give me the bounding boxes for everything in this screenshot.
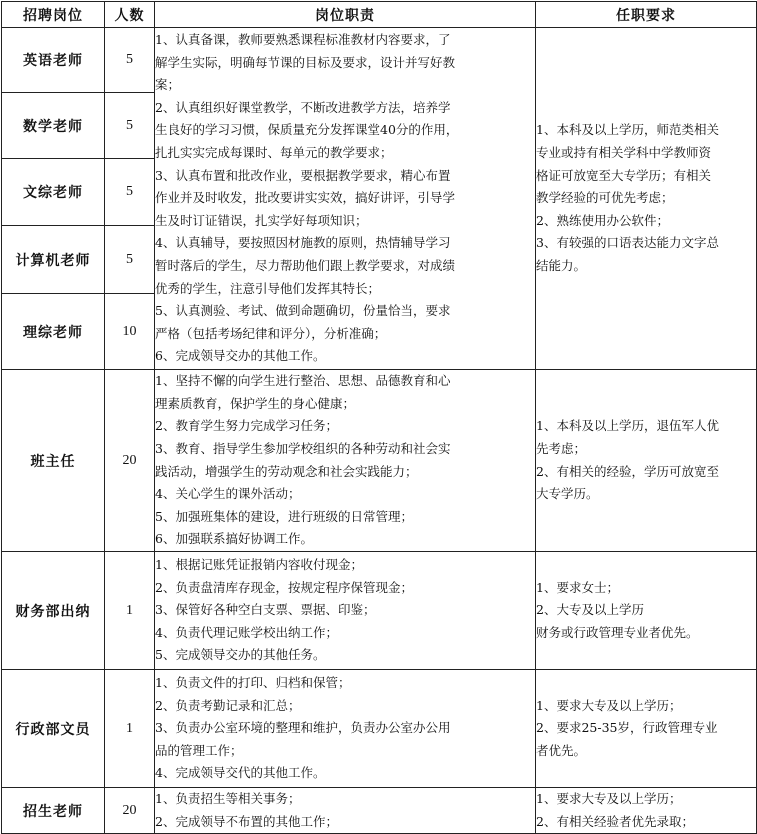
duties-cell <box>155 670 536 788</box>
text-line: 作业并及时收发，批改要讲实实效，搞好讲评，引导学 <box>155 190 456 206</box>
text-line: 2、有相关的经验，学历可放宽至 <box>536 463 719 479</box>
position-cell: 英语老师 <box>2 28 105 93</box>
text-line: 3、教育、指导学生参加学校组织的各种劳动和社会实 <box>155 440 451 456</box>
text-line: 1、要求大专及以上学历； <box>536 697 682 713</box>
text-line: 1、本科及以上学历，退伍军人优 <box>536 418 719 434</box>
text-line: 2、教育学生努力完成学习任务； <box>155 418 338 434</box>
text-line: 2、要求25-35岁，行政管理专业 <box>536 720 718 736</box>
table-row <box>2 370 757 552</box>
text-line: 生良好的学习习惯，保质量充分发挥课堂40分的作用， <box>155 122 459 138</box>
count-cell: 20 <box>105 788 155 834</box>
text-line: 财务或行政管理专业者优先。 <box>536 624 699 640</box>
duties-cell <box>155 370 536 552</box>
table-row <box>2 670 757 788</box>
header-position: 招聘岗位 <box>2 2 105 28</box>
text-line: 3、有较强的口语表达能力文字总 <box>536 235 719 251</box>
text-line: 先考虑； <box>536 440 587 456</box>
requirements-cell <box>536 670 757 788</box>
table-row <box>2 28 757 93</box>
text-line: 4、认真辅导，要按照因材施教的原则，热情辅导学习 <box>155 235 451 251</box>
duties-cell <box>155 552 536 670</box>
position-cell: 财务部出纳 <box>2 552 105 670</box>
text-line: 5、认真测验、考试、做到命题确切，份量恰当，要求 <box>155 303 451 319</box>
text-line: 生及时订证错误，扎实学好每项知识； <box>155 212 368 228</box>
text-line: 4、负责代理记账学校出纳工作； <box>155 624 338 640</box>
position-cell: 文综老师 <box>2 159 105 226</box>
duties-cell <box>155 788 536 834</box>
text-line: 2、认真组织好课堂教学，不断改进教学方法，培养学 <box>155 99 451 115</box>
text-line: 解学生实际，明确每节课的目标及要求，设计并写好教 <box>155 54 456 70</box>
text-line: 者优先。 <box>536 742 587 758</box>
text-line: 6、加强联系搞好协调工作。 <box>155 531 313 547</box>
header-duties: 岗位职责 <box>155 2 536 28</box>
text-line: 品的管理工作； <box>155 742 243 758</box>
text-line: 案； <box>155 77 181 93</box>
text-line: 1、认真备课，教师要熟悉课程标准教材内容要求，了 <box>155 32 451 48</box>
requirements-cell <box>536 28 757 370</box>
count-cell: 1 <box>105 552 155 670</box>
count-cell: 10 <box>105 294 155 370</box>
count-cell: 5 <box>105 93 155 159</box>
text-line: 1、负责文件的打印、归档和保管； <box>155 675 351 691</box>
text-line: 6、完成领导交办的其他工作。 <box>155 348 326 364</box>
position-cell: 招生老师 <box>2 788 105 834</box>
text-line: 1、根据记账凭证报销内容收付现金； <box>155 557 363 573</box>
text-line: 2、完成领导不布置的其他工作； <box>155 813 338 829</box>
text-line: 3、保管好各种空白支票、票据、印鉴； <box>155 602 376 618</box>
header-requirements: 任职要求 <box>536 2 757 28</box>
count-cell: 5 <box>105 28 155 93</box>
text-line: 优秀的学生，注意引导他们发挥其特长； <box>155 280 381 296</box>
position-cell: 行政部文员 <box>2 670 105 788</box>
text-line: 4、关心学生的课外活动； <box>155 486 301 502</box>
text-line: 2、熟练使用办公软件； <box>536 212 669 228</box>
text-line: 1、要求大专及以上学历； <box>536 791 682 806</box>
position-cell: 数学老师 <box>2 93 105 159</box>
text-line: 4、完成领导交代的其他工作。 <box>155 765 326 781</box>
text-line: 5、完成领导交办的其他任务。 <box>155 647 326 663</box>
requirements-cell <box>536 370 757 552</box>
table-row <box>2 788 757 834</box>
text-line: 3、认真布置和批改作业，要根据教学要求，精心布置 <box>155 167 451 183</box>
position-cell: 理综老师 <box>2 294 105 370</box>
requirements-cell <box>536 788 757 834</box>
text-line: 2、负责考勤记录和汇总； <box>155 697 301 713</box>
text-line: 扎扎实实完成每课时、每单元的教学要求； <box>155 145 393 161</box>
position-cell: 班主任 <box>2 370 105 552</box>
text-line: 结能力。 <box>536 257 587 273</box>
text-line: 严格（包括考场纪律和评分），分析准确； <box>155 325 387 341</box>
table-row <box>2 552 757 670</box>
recruitment-table <box>1 1 757 834</box>
text-line: 2、有相关经验者优先录取； <box>536 813 694 829</box>
text-line: 2、大专及以上学历 <box>536 602 644 618</box>
position-cell: 计算机老师 <box>2 226 105 294</box>
text-line: 3、负责办公室环境的整理和维护，负责办公室办公用 <box>155 720 451 736</box>
text-line: 1、负责招生等相关事务； <box>155 791 301 806</box>
header-count: 人数 <box>105 2 155 28</box>
count-cell: 1 <box>105 670 155 788</box>
text-line: 1、本科及以上学历，师范类相关 <box>536 122 719 138</box>
text-line: 理素质教育，保护学生的身心健康； <box>155 395 356 411</box>
count-cell: 20 <box>105 370 155 552</box>
text-line: 1、坚持不懈的向学生进行整治、思想、品德教育和心 <box>155 373 451 389</box>
text-line: 大专学历。 <box>536 486 599 502</box>
text-line: 教学经验的可优先考虑； <box>536 190 674 206</box>
count-cell: 5 <box>105 226 155 294</box>
requirements-cell <box>536 552 757 670</box>
text-line: 践活动，增强学生的劳动观念和社会实践能力； <box>155 463 418 479</box>
text-line: 2、负责盘清库存现金，按规定程序保管现金； <box>155 579 413 595</box>
text-line: 1、要求女士； <box>536 579 619 595</box>
text-line: 5、加强班集体的建设，进行班级的日常管理； <box>155 508 413 524</box>
duties-cell <box>155 28 536 370</box>
text-line: 格证可放宽至大专学历；有相关 <box>536 167 712 183</box>
text-line: 暂时落后的学生，尽力帮助他们跟上教学要求，对成绩 <box>155 257 456 273</box>
count-cell: 5 <box>105 159 155 226</box>
text-line: 专业或持有相关学科中学教师资 <box>536 145 712 161</box>
header-row <box>2 2 757 28</box>
